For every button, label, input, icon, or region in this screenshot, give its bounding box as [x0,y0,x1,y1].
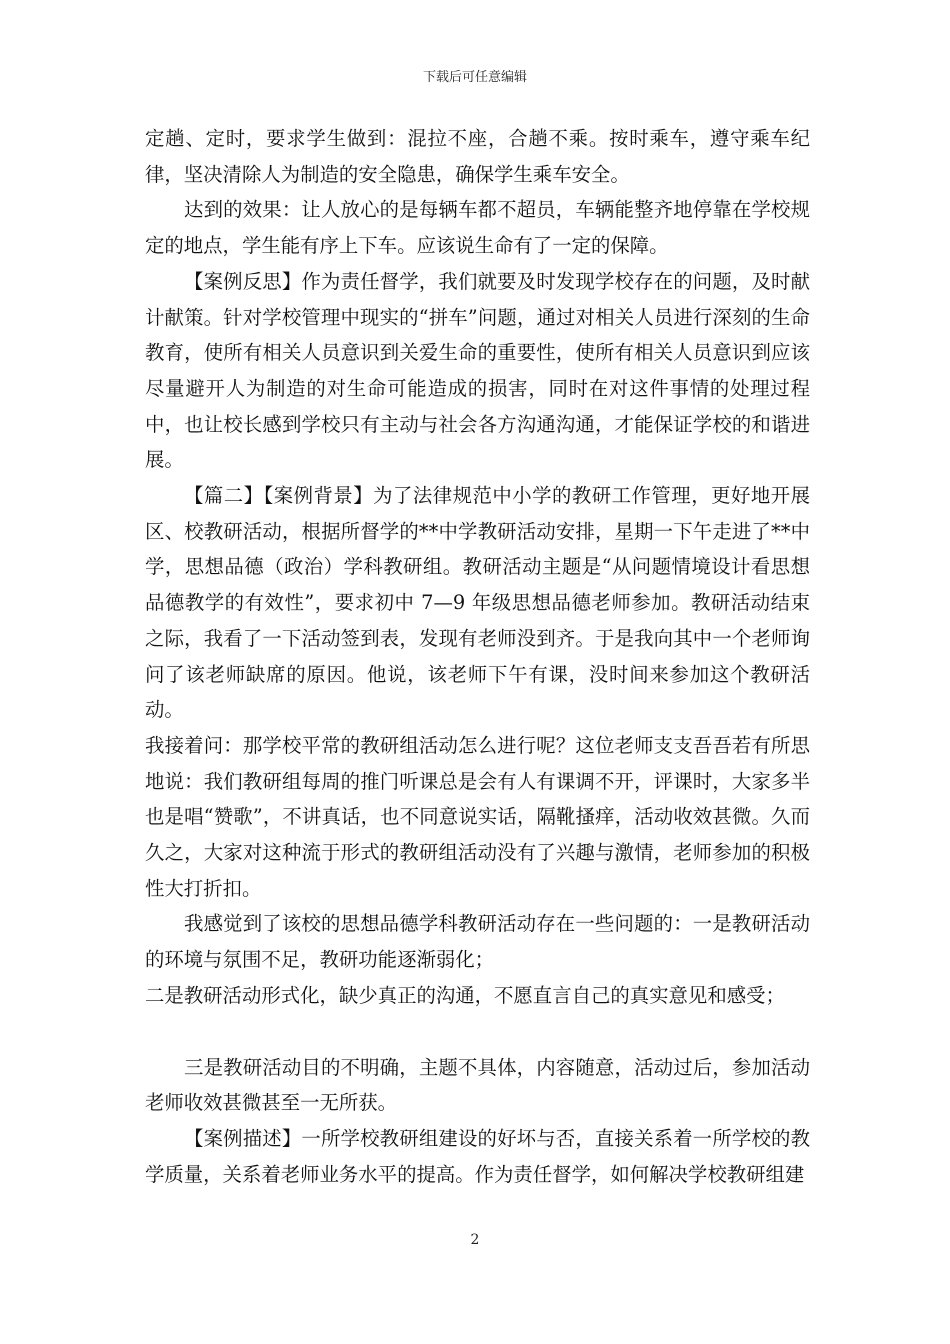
paragraph-case-description: 【案例描述】一所学校教研组建设的好坏与否，直接关系着一所学校的教学质量，关系着老师业务水平的提高。作为责任督学，如何解决学校教研组建 [145,1126,810,1186]
page-number: 2 [470,1232,480,1248]
paragraph-problem-three: 三是教研活动目的不明确，主题不具体，内容随意，活动过后，参加活动老师收效甚微甚至一无所获。 [145,1055,810,1115]
paragraph-continuation: 定趟、定时，要求学生做到：混拉不座，合趟不乘。按时乘车，遵守乘车纪律，坚决清除人为制造的安全隐患，确保学生乘车安全。 [145,127,810,186]
document-body [145,121,810,1192]
paragraph-case-reflection: 【案例反思】作为责任督学，我们就要及时发现学校存在的问题，及时献计献策。针对学校管理中现实的“拼车”问题，通过对相关人员进行深刻的生命教育，使所有相关人员意识到关爱生命的重要性，使所有相关人员意识到应该尽量避开人为制造的对生命可能造成的损害，同时在对这件事情的处理过程中，也让校长感到学校只有主动与社会各方沟通沟通，才能保证学校的和谐进展。 [145,269,810,472]
paragraph-case-background: 【篇二】【案例背景】为了法律规范中小学的教研工作管理，更好地开展区、校教研活动，根据所督学的**中学教研活动安排，星期一下午走进了**中学，思想品德（政治）学科教研组。教研活动主题是“从问题情境设计看思想品德教学的有效性”，要求初中 7—9 年级思想品德老师参加。教研活动结束之际，我看了一下活动签到表，发现有老师没到齐。于是我向其中一个老师询问了该老师缺席的原因。他说，该老师下午有课，没时间来参加这个教研活动。 [145,484,810,722]
paragraph-problems-intro: 我感觉到了该校的思想品德学科教研活动存在一些问题的：一是教研活动的环境与氛围不足，教研功能逐渐弱化； [145,912,810,972]
paragraph-gap [145,1014,810,1050]
paragraph-effect: 达到的效果：让人放心的是每辆车都不超员，车辆能整齐地停靠在学校规定的地点，学生能有序上下车。应该说生命有了一定的保障。 [145,198,810,258]
page-header: 下载后可任意编辑 [422,70,527,85]
paragraph-follow-up-question: 我接着问：那学校平常的教研组活动怎么进行呢？这位老师支支吾吾若有所思地说：我们教研组每周的推门听课总是会有人有课调不开，评课时，大家多半也是唱“赞歌”，不讲真话，也不同意说实话，隔靴搔痒，活动收效甚微。久而久之，大家对这种流于形式的教研组活动没有了兴趣与激情，老师参加的积极性大打折扣。 [145,733,810,900]
paragraph-problem-two: 二是教研活动形式化，缺少真正的沟通，不愿直言自己的真实意见和感受； [145,983,785,1007]
